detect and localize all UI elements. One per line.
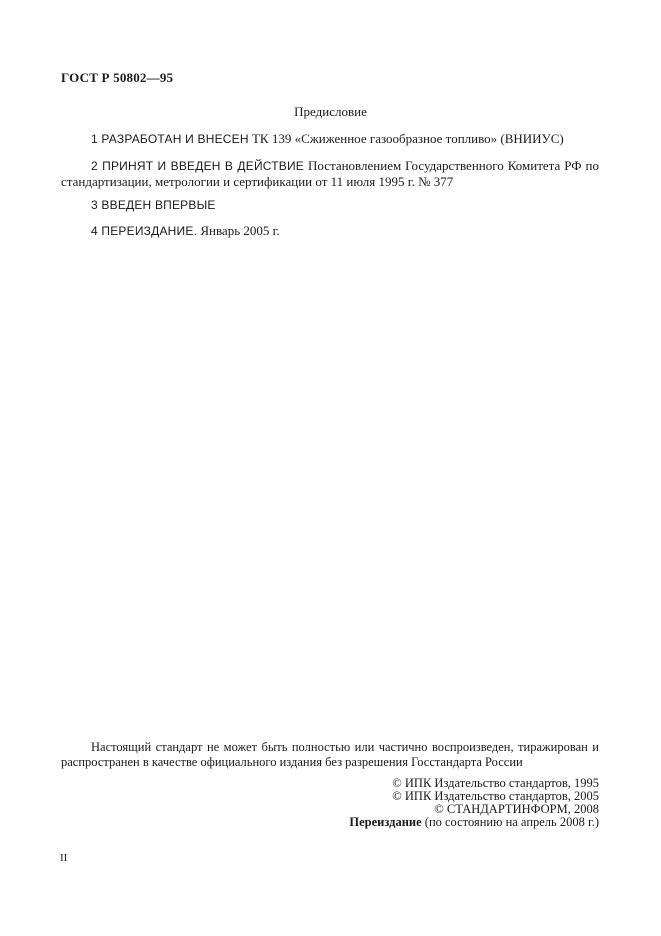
preface-item-3-lead: 3 ВВЕДЕН ВПЕРВЫЕ [91, 198, 216, 212]
reissue-note: (по состоянию на апрель 2008 г.) [421, 815, 599, 829]
preface-item-1-text: ТК 139 «Сжиженное газообразное топливо» (ВНИИУС) [248, 131, 564, 146]
reproduction-notice: Настоящий стандарт не может быть полностью или частично воспроизведен, тиражирован и распространен в качестве официального издания без разрешения Госстандарта России [61, 740, 599, 769]
preface-item-4-lead: 4 ПЕРЕИЗДАНИЕ. [91, 224, 198, 238]
preface-item-2 [61, 158, 599, 190]
document-header: ГОСТ Р 50802—95 [61, 70, 174, 85]
preface-title: Предисловие [294, 104, 367, 119]
reissue-line [349, 816, 599, 829]
copyright-line: © ИПК Издательство стандартов, 1995 [392, 776, 599, 790]
preface-item-1-lead: 1 РАЗРАБОТАН И ВНЕСЕН [91, 132, 249, 146]
page-number: II [60, 852, 68, 864]
preface-item-1 [61, 131, 599, 147]
copyright-line: © ИПК Издательство стандартов, 2005 [392, 789, 599, 803]
preface-item-3 [61, 197, 599, 213]
reissue-label: Переиздание [349, 815, 422, 829]
preface-item-4-text: Январь 2005 г. [197, 223, 280, 238]
copyright-line: © СТАНДАРТИНФОРМ, 2008 [434, 802, 599, 816]
preface-item-2-text: Постановлением Государственного Комитета РФ по стандартизации, метрологии и сертификации от 11 июля 1995 г. № 377 [61, 158, 599, 189]
copyright-block [349, 777, 599, 829]
preface-item-4 [61, 223, 599, 239]
preface-item-2-lead: 2 ПРИНЯТ И ВВЕДЕН В ДЕЙСТВИЕ [91, 159, 305, 173]
